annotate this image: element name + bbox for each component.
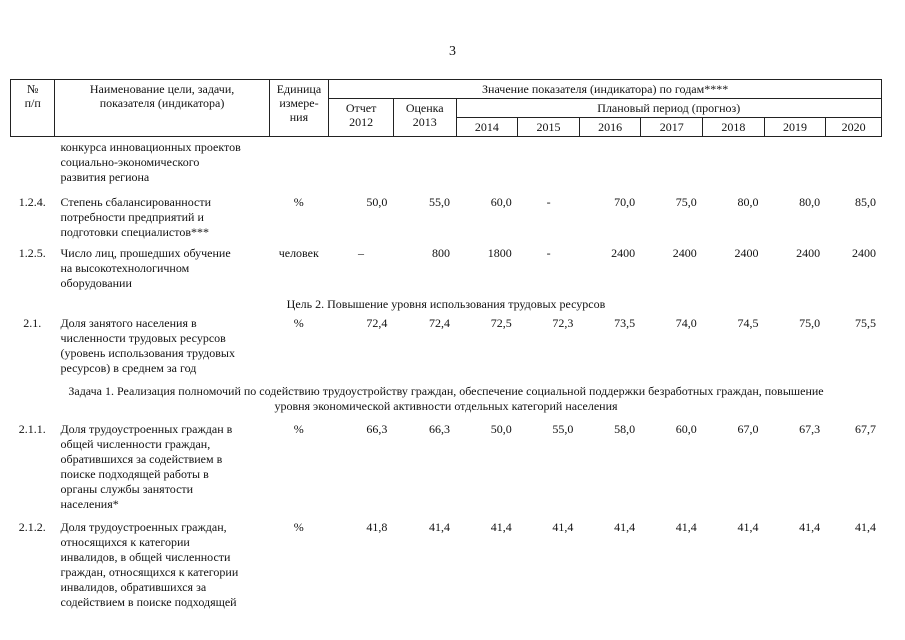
row-num: 2.1.1. (18, 422, 46, 436)
page-number: 3 (449, 44, 456, 59)
row-value: 41,4 (799, 520, 821, 534)
header-report: Отчет 2012 (329, 99, 394, 137)
row-name-continuation: конкурса инновационных проектов социально-экономического развития региона (60, 140, 241, 184)
row-name: Степень сбалансированности потребности предприятий и подготовки специалистов*** (60, 195, 212, 239)
row-value: 2400 (734, 246, 759, 260)
header-year: 2014 (456, 118, 518, 137)
row-value: 72,3 (552, 316, 574, 330)
table-row (10, 195, 882, 240)
row-value: 1800 (487, 246, 512, 260)
row-name: Доля трудоустроенных граждан в общей численности граждан, обратившихся за содействием в поиске подходящей работы в органы службы занятости населения* (60, 422, 233, 511)
row-num: 1.2.5. (18, 246, 46, 260)
row-value: 67,7 (855, 422, 876, 436)
task-row (10, 384, 882, 414)
goal-2-title: Цель 2. Повышение уровня использования трудовых ресурсов (286, 297, 606, 311)
row-value: 72,4 (366, 316, 388, 330)
header-year: 2018 (703, 118, 765, 137)
row-num: 2.1.2. (18, 520, 46, 534)
header-num: № п/п (11, 80, 55, 137)
header-name: Наименование цели, задачи, показателя (индикатора) (55, 80, 269, 137)
row-name: Доля трудоустроенных граждан, относящихся к категории инвалидов, в общей численности граждан, относящихся к категории инвалидов, обратившихся за содействием в поиске подходящей (60, 520, 239, 609)
row-num: 1.2.4. (18, 195, 46, 209)
table-row (10, 520, 882, 610)
row-value: 74,5 (737, 316, 759, 330)
row-value: 80,0 (737, 195, 759, 209)
row-value: 2400 (672, 246, 697, 260)
row-value: 41,4 (429, 520, 451, 534)
task-1-title: Задача 1. Реализация полномочий по содействию трудоустройству граждан, обеспечение социальной поддержки безработных граждан, повышение уровня экономической активности отдельных категорий населения (68, 384, 824, 413)
table-row (10, 422, 882, 512)
row-value: 60,0 (675, 422, 697, 436)
header-estimate: Оценка 2013 (393, 99, 456, 137)
row-unit: % (293, 422, 304, 436)
row-value: 58,0 (614, 422, 636, 436)
header-unit: Единица измере- ния (269, 80, 329, 137)
table-row (10, 140, 882, 185)
table-row (10, 246, 882, 291)
row-value: 41,4 (675, 520, 697, 534)
row-value: 50,0 (366, 195, 388, 209)
row-value: 2400 (796, 246, 821, 260)
row-value: 50,0 (490, 422, 512, 436)
table-header (10, 79, 882, 137)
row-name: Доля занятого населения в численности трудовых ресурсов (уровень использования трудовых ресурсов) в среднем за год (60, 316, 235, 375)
row-num: 2.1. (23, 316, 42, 330)
row-value: – (357, 246, 364, 260)
row-value: 41,8 (366, 520, 388, 534)
row-value: 70,0 (614, 195, 636, 209)
row-value: 75,0 (675, 195, 697, 209)
row-value: 66,3 (429, 422, 451, 436)
row-name: Число лиц, прошедших обучение на высокотехнологичном оборудовании (60, 246, 231, 290)
row-value: 72,4 (429, 316, 451, 330)
row-unit: % (293, 195, 304, 209)
header-year: 2020 (826, 118, 882, 137)
header-plan-title: Плановый период (прогноз) (456, 99, 881, 118)
row-value: 55,0 (429, 195, 451, 209)
row-value: 75,5 (855, 316, 876, 330)
header-year: 2015 (518, 118, 580, 137)
row-value: - (546, 246, 551, 260)
row-value: 74,0 (675, 316, 697, 330)
header-year: 2017 (641, 118, 703, 137)
row-unit: % (293, 316, 304, 330)
row-value: 60,0 (490, 195, 512, 209)
row-value: 73,5 (614, 316, 636, 330)
table-row (10, 316, 882, 376)
row-value: 2400 (852, 246, 876, 260)
row-value: 85,0 (855, 195, 876, 209)
row-value: 41,4 (737, 520, 759, 534)
row-value: 80,0 (799, 195, 821, 209)
row-value: 41,4 (855, 520, 876, 534)
row-value: 800 (432, 246, 451, 260)
row-value: 75,0 (799, 316, 821, 330)
table-body (10, 140, 882, 610)
goal-row (10, 297, 882, 312)
row-value: 67,3 (799, 422, 821, 436)
row-unit: человек (278, 246, 319, 260)
row-value: 41,4 (614, 520, 636, 534)
row-unit: % (293, 520, 304, 534)
row-value: 41,4 (490, 520, 512, 534)
row-value: 41,4 (552, 520, 574, 534)
row-value: 2400 (611, 246, 636, 260)
header-year: 2019 (764, 118, 826, 137)
header-values-title: Значение показателя (индикатора) по годам**** (329, 80, 882, 99)
header-year: 2016 (579, 118, 641, 137)
row-value: - (546, 195, 551, 209)
row-value: 55,0 (552, 422, 574, 436)
row-value: 67,0 (737, 422, 759, 436)
row-value: 72,5 (490, 316, 512, 330)
row-value: 66,3 (366, 422, 388, 436)
